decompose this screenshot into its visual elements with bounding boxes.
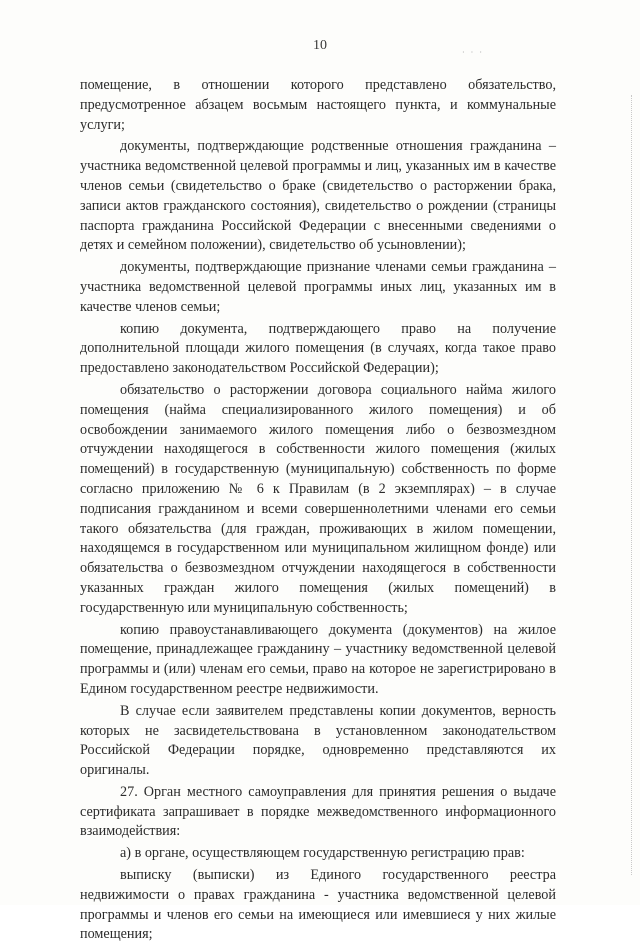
paragraph-obligation: обязательство о расторжении договора социального найма жилого помещения (найма специализированного жилого помещения) и об освобождении занимаемого жилого помещения либо о безвозмездном отчуждении находящегося в собственности жилого помещения (жилых помещений) в государственную (муниципальную) собственность по форме согласно приложению № 6 к Правилам (в 2 экземплярах) – в случае подписания гражданином и всеми совершеннолетними членами его семьи такого обязательства (для граждан, проживающих в жилом помещении, находящемся в государственном или муниципальном жилищном фонде) или обязательства о безвозмездном отчуждении находящегося в собственности указанных граждан жилого помещения (жилых помещений) в государственную или муниципальную собственность; — [80, 381, 556, 616]
paragraph-registry-extract: выписку (выписки) из Единого государственного реестра недвижимости о правах гражданина - участника ведомственной целевой программы и членов его семьи на имеющиеся или имевшиеся у них жилые помещения; — [80, 867, 556, 943]
paragraph-premises-services: помещение, в отношении которого представлено обязательство, предусмотренное абзацем восьмым настоящего пункта, и коммунальные услуги; — [80, 77, 556, 133]
paragraph-additional-area: копию документа, подтверждающего право на получение дополнительной площади жилого помещения (в случаях, когда такое право предоставлено законодательством Российской Федерации); — [80, 320, 556, 377]
scan-artifact: · · · — [462, 48, 484, 57]
page-number: 10 — [313, 38, 327, 53]
scan-edge-line — [631, 95, 632, 875]
paragraph-clause-27a: а) в органе, осуществляющем государственную регистрацию прав: — [120, 845, 525, 862]
paragraph-kinship-documents: документы, подтверждающие родственные отношения гражданина – участника ведомственной целевой программы и лиц, указанных им в качестве членов семьи (свидетельство о браке (свидетельство о расторжении брака, записи актов гражданского состояния), свидетельство о рождении (страницы паспорта гражданина Российской Федерации с внесенными сведениями о детях и семейном положении), свидетельство об усыновлении); — [80, 138, 556, 254]
paragraph-clause-27: 27. Орган местного самоуправления для принятия решения о выдаче сертификата запрашивает в порядке межведомственного информационного взаимодействия: — [80, 783, 556, 840]
document-body — [80, 76, 556, 945]
paragraph-copies-originals: В случае если заявителем представлены копии документов, верность которых не засвидетельствована в установленном законодательством Российской Федерации порядке, одновременно представляются их оригиналы. — [80, 702, 556, 779]
paragraph-family-recognition: документы, подтверждающие признание членами семьи гражданина – участника ведомственной целевой программы иных лиц, указанных им в качестве членов семьи; — [80, 259, 556, 315]
paragraph-title-document: копию правоустанавливающего документа (документов) на жилое помещение, принадлежащее гражданину – участнику ведомственной целевой программы и (или) членам его семьи, право на которое не зарегистрировано в Едином государственном реестре недвижимости. — [80, 621, 556, 697]
